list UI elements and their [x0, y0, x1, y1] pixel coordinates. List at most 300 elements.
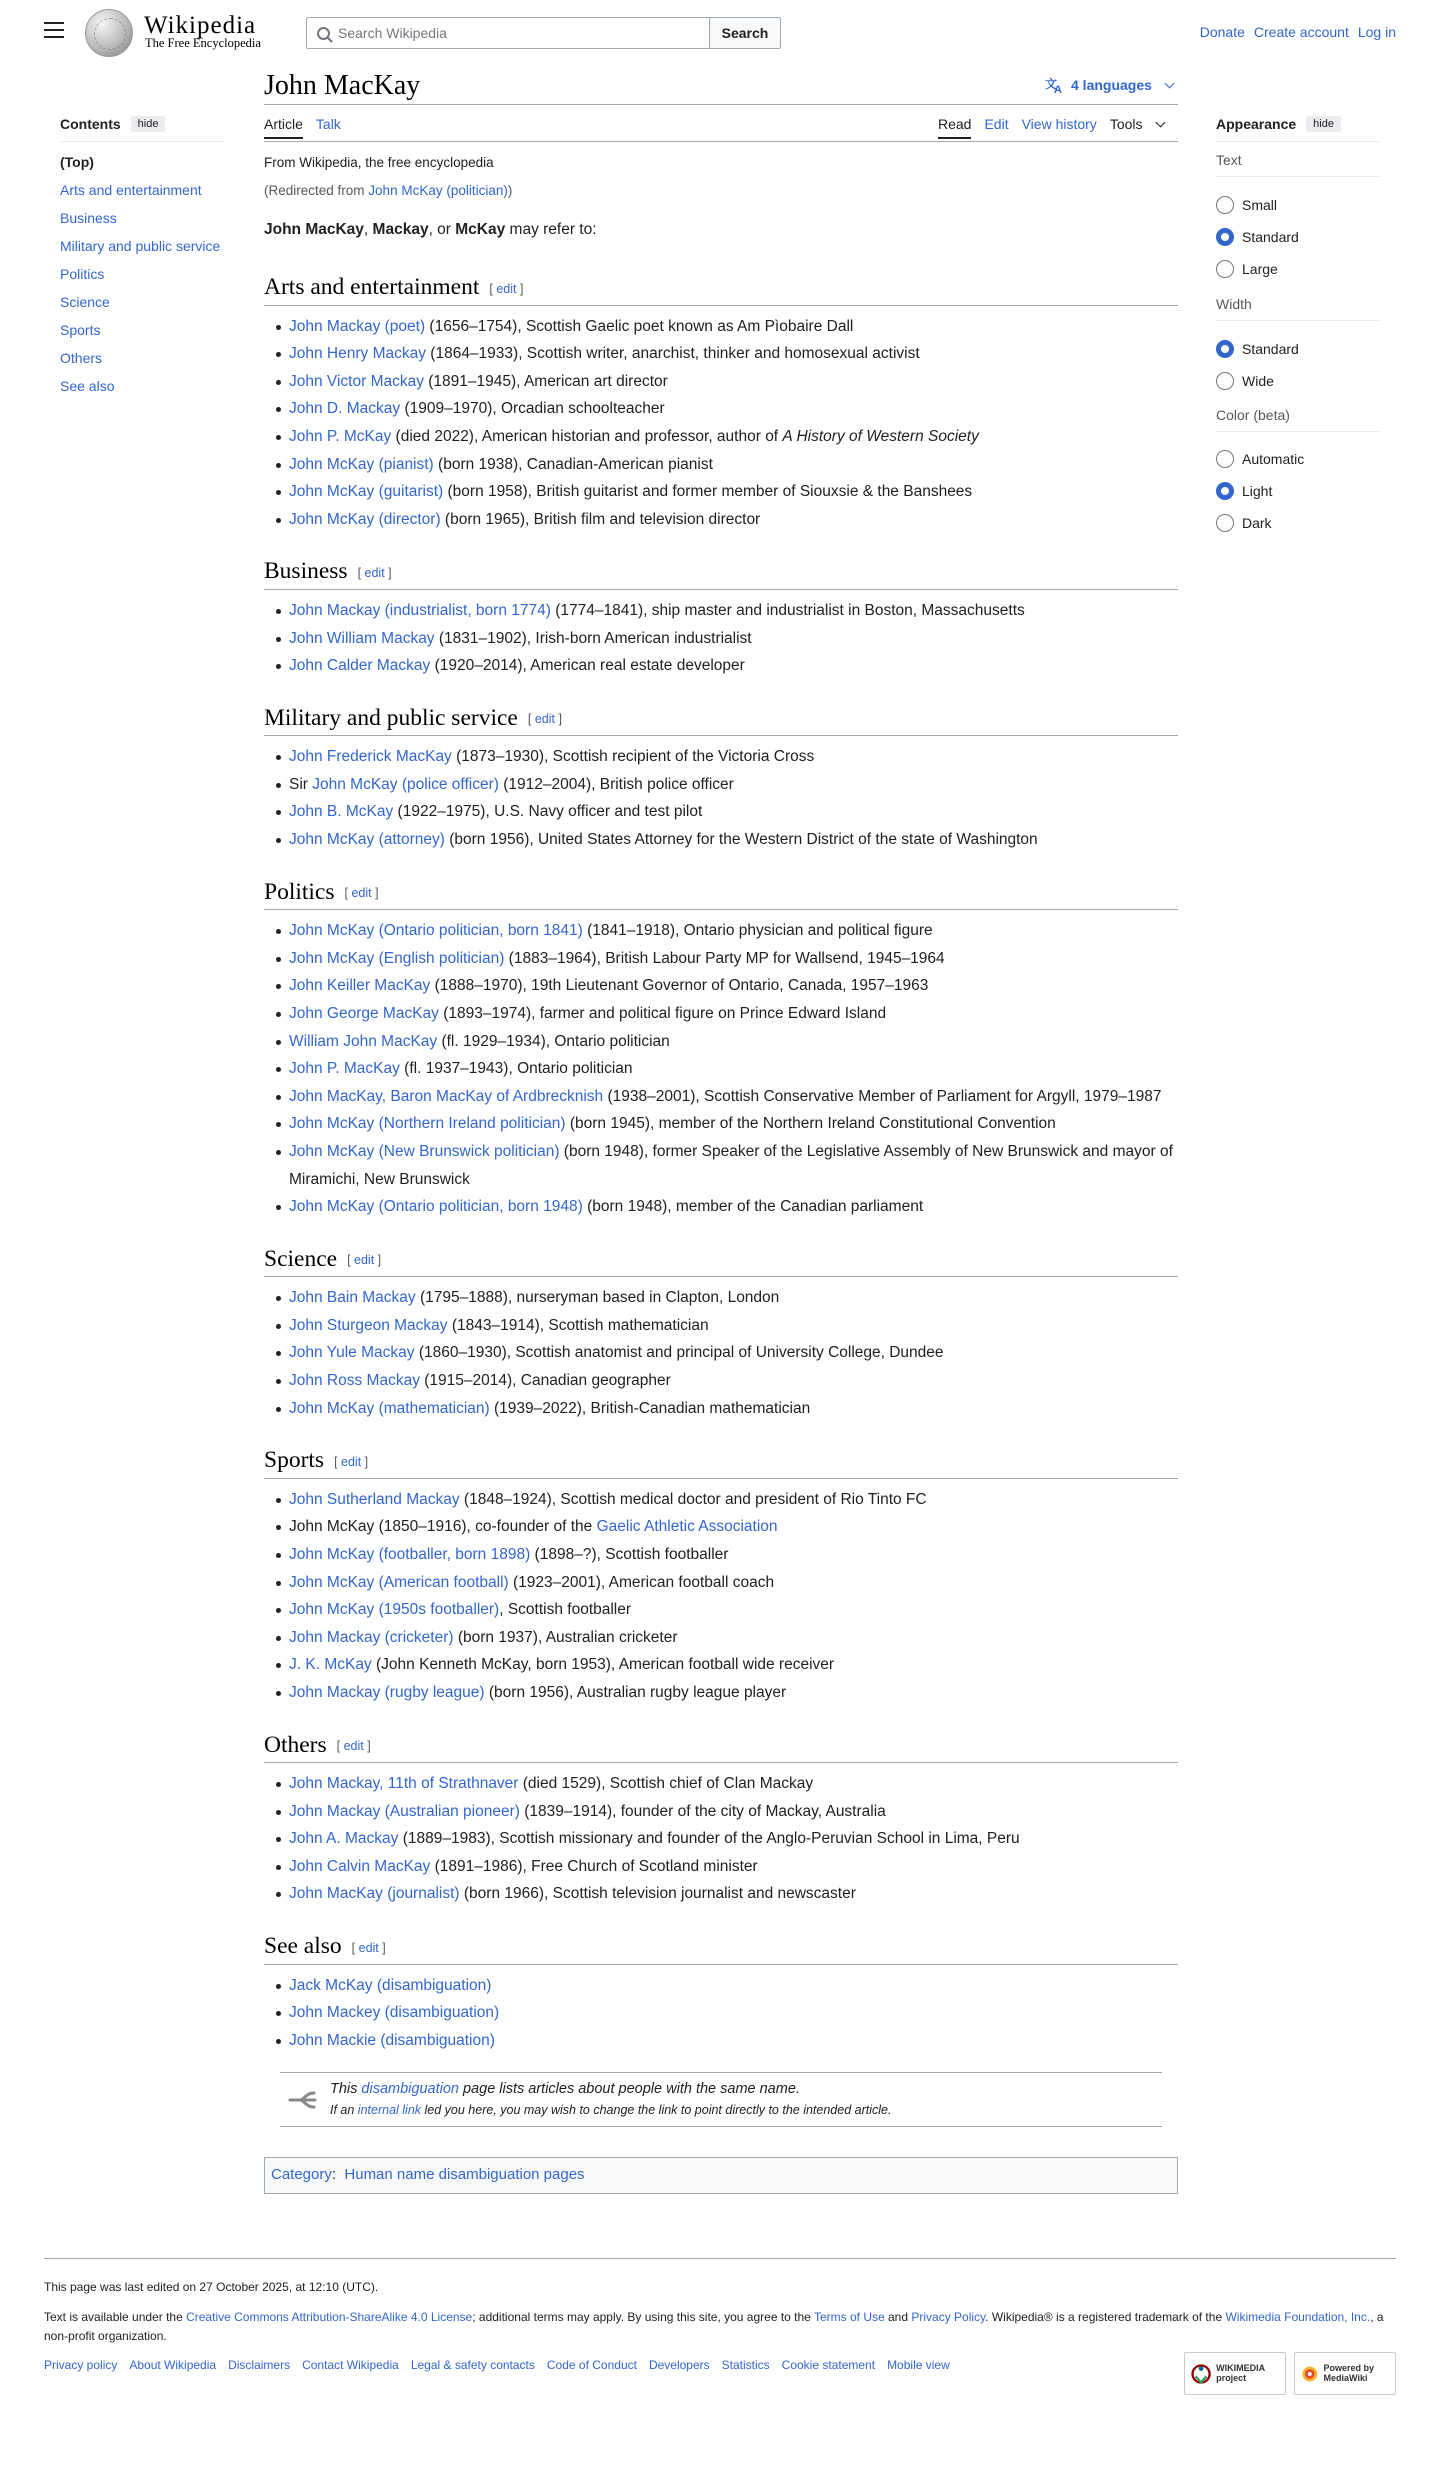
text-run: (1843–1914), Scottish mathematician [447, 1316, 709, 1334]
disambiguation-icon [288, 2089, 318, 2111]
disambiguation-notice [280, 2072, 1162, 2127]
section-title: Business [264, 558, 348, 585]
radio-option-light[interactable] [1216, 475, 1304, 507]
text-run: (fl. 1937–1943), Ontario politician [399, 1060, 633, 1078]
color-options [1216, 443, 1304, 539]
search-field[interactable] [306, 17, 710, 49]
text-run: Sir [289, 775, 313, 793]
search-input[interactable] [338, 25, 678, 41]
radio-label: Wide [1242, 373, 1274, 389]
radio-option-standard[interactable] [1216, 221, 1299, 253]
list-item [289, 743, 1178, 771]
inline-link[interactable]: John McKay (attorney) [289, 831, 445, 849]
section-edit-link: [ edit ] [347, 1253, 382, 1268]
radio-label: Large [1242, 261, 1278, 277]
text-run: led you here, you may wish to change the link to point directly to the intended article. [421, 2103, 892, 2118]
list-item [289, 1999, 1178, 2027]
section-list [264, 743, 1178, 853]
toc-item[interactable] [60, 238, 220, 266]
intro-paragraph [264, 217, 1178, 243]
section-heading [264, 272, 1178, 306]
tools-menu[interactable] [1110, 116, 1164, 132]
list-item [289, 1028, 1178, 1056]
section-list [264, 1284, 1178, 1422]
list-item [289, 1853, 1178, 1881]
inline-link[interactable]: Gaelic Athletic Association [596, 1518, 778, 1536]
inline-link[interactable]: John Henry Mackay [289, 345, 426, 363]
languages-count: 4 languages [1071, 77, 1152, 93]
logo-title[interactable]: Wikipedia [144, 12, 257, 39]
text-run: John McKay (1850–1916), co-founder of the [289, 1518, 597, 1536]
svg-text:A: A [1054, 84, 1062, 94]
radio-label: Standard [1242, 229, 1299, 245]
inline-link[interactable]: William John MacKay [289, 1032, 438, 1050]
text-run: (born 1966), Scottish television journalist and newscaster [459, 1885, 856, 1903]
inline-link[interactable]: John Mackay, 11th of Strathnaver [289, 1775, 519, 1793]
edit-link[interactable]: edit [343, 1739, 364, 1754]
inline-link[interactable]: John McKay (mathematician) [289, 1399, 490, 1417]
radio-option-standard[interactable] [1216, 333, 1299, 365]
list-item [289, 1569, 1178, 1597]
section-title: Science [264, 1245, 338, 1272]
list-item [289, 625, 1178, 653]
list-item [289, 1193, 1178, 1221]
text-run: (1839–1914), founder of the city of Mackay, Australia [519, 1802, 886, 1820]
radio-option-large[interactable] [1216, 253, 1299, 285]
toc-link[interactable]: Science [60, 294, 110, 310]
section-list [264, 313, 1178, 534]
toc-item[interactable] [60, 378, 220, 406]
text-run: (born 1956), Australian rugby league player [484, 1683, 787, 1701]
width-options [1216, 333, 1299, 397]
section-divider [1216, 431, 1380, 432]
text-run: This [330, 2081, 362, 2098]
list-item [289, 597, 1178, 625]
text-run: may refer to: [505, 220, 597, 238]
footer-links [44, 2358, 950, 2372]
tab-read[interactable]: Read [938, 116, 971, 139]
inline-link[interactable]: Wikimedia Foundation, Inc. [1225, 2310, 1371, 2324]
inline-link[interactable]: John McKay (Ontario politician, born 1841) [289, 922, 583, 940]
edit-link[interactable]: edit [351, 886, 372, 901]
inline-link[interactable]: John Mackay (poet) [289, 317, 426, 335]
inline-link[interactable]: Jack McKay (disambiguation) [289, 1976, 492, 1994]
appearance-divider [1216, 141, 1380, 142]
section-divider [1216, 320, 1380, 321]
disambiguation-subtext [330, 2101, 891, 2120]
text-run: (born 1945), member of the Northern Ireland Constitutional Convention [565, 1115, 1056, 1133]
radio-button[interactable] [1216, 514, 1234, 532]
translate-icon [1045, 76, 1065, 94]
search-button[interactable]: Search [709, 17, 781, 49]
list-item [289, 771, 1178, 799]
list-item [289, 972, 1178, 1000]
text-run: (John Kenneth McKay, born 1953), American football wide receiver [371, 1656, 835, 1674]
inline-link[interactable]: John B. McKay [289, 803, 394, 821]
inline-link[interactable]: John MacKay (journalist) [289, 1885, 460, 1903]
footer-link[interactable]: Privacy policy [44, 2358, 118, 2372]
italic-text: A History of Western Society [782, 428, 979, 446]
site-subtitle: From Wikipedia, the free encyclopedia [264, 155, 494, 170]
svg-text:文: 文 [1045, 77, 1058, 91]
toc-list [60, 154, 220, 406]
text-run: (born 1956), United States Attorney for the Western District of the state of Washington [444, 831, 1038, 849]
inline-link[interactable]: John A. Mackay [289, 1830, 399, 1848]
footer-link[interactable]: About Wikipedia [129, 2358, 217, 2372]
text-run: (died 1529), Scottish chief of Clan Mackay [518, 1775, 814, 1793]
page-title: John MacKay [264, 70, 421, 101]
section-list [264, 597, 1178, 680]
inline-link[interactable]: John McKay (Ontario politician, born 1948) [289, 1198, 583, 1216]
disambiguation-text [330, 2079, 891, 2101]
tools-label: Tools [1109, 116, 1143, 132]
radio-label: Small [1242, 197, 1278, 213]
inline-link[interactable]: John McKay (New Brunswick politician) [289, 1142, 560, 1160]
toc-link[interactable]: Others [60, 350, 103, 366]
text-run: (1848–1924), Scottish medical doctor and president of Rio Tinto FC [459, 1490, 927, 1508]
inline-link[interactable]: John P. MacKay [289, 1060, 400, 1078]
main-menu-icon[interactable] [44, 22, 64, 40]
radio-label: Standard [1242, 341, 1299, 357]
text-run: (born 1958), British guitarist and former member of Siouxsie & the Banshees [443, 483, 973, 501]
text-run: (1922–1975), U.S. Navy officer and test pilot [393, 803, 703, 821]
language-button[interactable] [1045, 76, 1173, 94]
create-account-link[interactable]: Create account [1253, 24, 1349, 40]
inline-link[interactable]: John McKay (English politician) [289, 949, 505, 967]
radio-button[interactable] [1216, 372, 1234, 390]
inline-link[interactable]: John McKay (1950s footballer) [289, 1601, 500, 1619]
section-title: Arts and entertainment [264, 274, 480, 301]
text-run: (1774–1841), ship master and industrialist in Boston, Massachusetts [550, 601, 1025, 619]
toc-item[interactable] [60, 182, 220, 210]
section-heading [264, 556, 1178, 590]
section-list [264, 917, 1178, 1221]
toc-link[interactable]: Arts and entertainment [60, 182, 202, 198]
toc-item[interactable] [60, 154, 220, 182]
tabs-divider [264, 141, 1178, 142]
inline-link[interactable]: John Yule Mackay [289, 1344, 415, 1362]
text-run: (1883–1964), British Labour Party MP for Wallsend, 1945–1964 [504, 949, 945, 967]
footer-link[interactable]: Disclaimers [228, 2358, 291, 2372]
toc-link[interactable]: Sports [60, 322, 101, 338]
inline-link[interactable]: Terms of Use [813, 2310, 885, 2324]
appearance-header [1216, 116, 1341, 132]
toc-link[interactable]: Politics [60, 266, 105, 282]
section-edit-link: [ edit ] [336, 1739, 371, 1754]
inline-link[interactable]: John Sturgeon Mackay [289, 1316, 448, 1334]
inline-link[interactable]: John George MacKay [289, 1004, 439, 1022]
inline-link[interactable]: John Mackay (Australian pioneer) [289, 1802, 520, 1820]
list-item [289, 1541, 1178, 1569]
list-item [289, 506, 1178, 534]
list-item [289, 826, 1178, 854]
text-run: (1891–1986), Free Church of Scotland minister [430, 1857, 758, 1875]
list-item [289, 395, 1178, 423]
section-edit-link: [ edit ] [489, 281, 524, 296]
text-run: (1831–1902), Irish-born American industrialist [434, 629, 752, 647]
footer-link[interactable]: Legal & safety contacts [410, 2358, 535, 2372]
tab-talk[interactable]: Talk [315, 116, 341, 132]
list-item [289, 478, 1178, 506]
text-run: , [363, 220, 373, 238]
section-heading [264, 1244, 1178, 1278]
inline-link[interactable]: John McKay (director) [289, 510, 441, 528]
section-list [264, 1770, 1178, 1908]
bold-text: McKay [455, 220, 506, 238]
toc-item[interactable] [60, 266, 220, 294]
bold-text: Mackay [372, 220, 429, 238]
tab-view-history[interactable]: View history [1021, 116, 1097, 132]
edit-link[interactable]: edit [358, 1940, 379, 1955]
radio-option-dark[interactable] [1216, 507, 1304, 539]
inline-link[interactable]: John Ross Mackay [289, 1372, 420, 1390]
text-run: (1891–1945), American art director [423, 372, 668, 390]
chevron-down-icon [1155, 117, 1165, 127]
inline-link[interactable]: John McKay (police officer) [312, 775, 499, 793]
list-item [289, 917, 1178, 945]
list-item [289, 1339, 1178, 1367]
list-item [289, 1880, 1178, 1908]
inline-link[interactable]: John Sutherland Mackay [289, 1490, 460, 1508]
width-label: Width [1216, 296, 1252, 312]
wikimedia-badge[interactable] [1184, 2352, 1286, 2395]
mediawiki-badge-text: Powered by MediaWiki [1323, 2362, 1375, 2383]
text-run: (1864–1933), Scottish writer, anarchist, thinker and homosexual activist [425, 345, 920, 363]
section-title: Politics [264, 878, 335, 905]
list-item [289, 313, 1178, 341]
tab-article[interactable]: Article [264, 116, 303, 139]
footer-link[interactable]: Cookie statement [781, 2358, 876, 2372]
section-list [264, 1486, 1178, 1707]
text-run: . Wikipedia® is a registered trademark of the [985, 2310, 1226, 2324]
text-run: (1873–1930), Scottish recipient of the Victoria Cross [451, 748, 815, 766]
bold-text: John MacKay [264, 220, 364, 238]
edit-link[interactable]: edit [354, 1253, 375, 1268]
category-label-link[interactable]: Category [271, 2165, 332, 2183]
license-text [44, 2308, 1396, 2346]
text-run: (1795–1888), nurseryman based in Clapton, London [415, 1289, 780, 1307]
inline-link[interactable]: John McKay (footballer, born 1898) [289, 1545, 531, 1563]
inline-link[interactable]: John Mackay (cricketer) [289, 1628, 454, 1646]
list-item [289, 1624, 1178, 1652]
text-run: (1909–1970), Orcadian schoolteacher [400, 400, 665, 418]
mediawiki-badge[interactable] [1294, 2352, 1396, 2395]
section-edit-link: [ edit ] [357, 565, 392, 580]
radio-button[interactable] [1216, 228, 1234, 246]
toc-item[interactable] [60, 322, 220, 350]
list-item [289, 1596, 1178, 1624]
appearance-heading: Appearance [1216, 116, 1297, 132]
tab-edit[interactable]: Edit [984, 116, 1009, 132]
text-run: (born 1938), Canadian-American pianist [433, 455, 713, 473]
list-item [289, 1000, 1178, 1028]
radio-button[interactable] [1216, 260, 1234, 278]
toc-link[interactable]: (Top) [60, 154, 94, 170]
appearance-hide-button[interactable]: hide [1306, 116, 1341, 132]
redirect-prefix: (Redirected from [264, 183, 369, 199]
text-run: (1841–1918), Ontario physician and political figure [582, 922, 933, 940]
footer-link[interactable]: Mobile view [887, 2358, 950, 2372]
text-run: (1938–2001), Scottish Conservative Member of Parliament for Argyll, 1979–1987 [603, 1087, 1162, 1105]
inline-link[interactable]: John McKay (pianist) [289, 455, 434, 473]
inline-link[interactable]: John McKay (American football) [289, 1573, 509, 1591]
text-run: (1912–2004), British police officer [498, 775, 734, 793]
section-heading [264, 1445, 1178, 1479]
inline-link[interactable]: internal link [357, 2103, 422, 2118]
list-item [289, 798, 1178, 826]
inline-link[interactable]: John P. McKay [289, 428, 392, 446]
article-body [264, 152, 1178, 2194]
radio-label: Light [1242, 483, 1273, 499]
log-in-link[interactable]: Log in [1357, 24, 1396, 40]
section-heading [264, 703, 1178, 737]
list-item [289, 451, 1178, 479]
section-edit-link: [ edit ] [351, 1940, 386, 1955]
inline-link[interactable]: John Mackie (disambiguation) [289, 2031, 495, 2049]
list-item [289, 1770, 1178, 1798]
list-item [289, 1367, 1178, 1395]
text-run: (1889–1983), Scottish missionary and founder of the Anglo-Peruvian School in Lima, Peru [398, 1830, 1020, 1848]
list-item [289, 2027, 1178, 2055]
list-item [289, 1083, 1178, 1111]
list-item [289, 1825, 1178, 1853]
toc-header [60, 116, 165, 132]
text-run: If an [330, 2103, 358, 2118]
inline-link[interactable]: John D. Mackay [289, 400, 401, 418]
toc-link[interactable]: Business [60, 210, 117, 226]
radio-button[interactable] [1216, 450, 1234, 468]
radio-label: Automatic [1242, 451, 1305, 467]
list-item [289, 1284, 1178, 1312]
radio-option-wide[interactable] [1216, 365, 1299, 397]
section-title: See also [264, 1933, 342, 1960]
text-run: Text is available under the [44, 2310, 187, 2324]
radio-button[interactable] [1216, 340, 1234, 358]
radio-button[interactable] [1216, 196, 1234, 214]
section-heading [264, 877, 1178, 911]
chevron-down-icon [1164, 78, 1174, 88]
text-run: (1920–2014), American real estate developer [430, 657, 745, 675]
redirect-link[interactable]: John McKay (politician) [368, 183, 508, 199]
text-size-options [1216, 189, 1299, 285]
text-run: , a non-profit organization. [44, 2310, 1384, 2344]
inline-link[interactable]: John Mackey (disambiguation) [289, 2004, 500, 2022]
list-item [289, 945, 1178, 973]
text-run: (1915–2014), Canadian geographer [419, 1372, 671, 1390]
list-item [289, 423, 1178, 451]
inline-link[interactable]: disambiguation [361, 2081, 459, 2098]
radio-button[interactable] [1216, 482, 1234, 500]
inline-link[interactable]: John Calvin MacKay [289, 1857, 431, 1875]
category-link[interactable]: Human name disambiguation pages [344, 2165, 585, 2183]
inline-link[interactable]: John Calder Mackay [289, 657, 431, 675]
footer-link[interactable]: Statistics [721, 2358, 770, 2372]
mediawiki-logo-icon [1301, 2361, 1319, 2387]
list-item [289, 1798, 1178, 1826]
color-label: Color (beta) [1216, 407, 1290, 423]
toc-item[interactable] [60, 210, 220, 238]
toc-item[interactable] [60, 350, 220, 378]
edit-link[interactable]: edit [534, 712, 555, 727]
section-title: Others [264, 1731, 327, 1758]
inline-link[interactable]: Privacy Policy [911, 2310, 986, 2324]
text-run: (1939–2022), British-Canadian mathematician [489, 1399, 811, 1417]
text-run: (died 2022), American historian and professor, author of [391, 428, 783, 446]
inline-link[interactable]: Creative Commons Attribution-ShareAlike 4.0 License [186, 2310, 473, 2324]
text-size-label: Text [1216, 152, 1242, 168]
radio-label: Dark [1242, 515, 1272, 531]
inline-link[interactable]: John Mackay (industrialist, born 1774) [289, 601, 551, 619]
section-divider [1216, 176, 1380, 177]
toc-hide-button[interactable]: hide [131, 116, 166, 132]
text-run: , or [428, 220, 456, 238]
text-run: page lists articles about people with the same name. [458, 2081, 800, 2098]
toc-link[interactable]: Military and public service [60, 238, 221, 254]
last-edited: This page was last edited on 27 October 2025, at 12:10 (UTC). [44, 2280, 379, 2294]
text-run: (1893–1974), farmer and political figure on Prince Edward Island [438, 1004, 887, 1022]
section-edit-link: [ edit ] [344, 886, 379, 901]
inline-link[interactable]: J. K. McKay [289, 1656, 372, 1674]
title-divider [264, 104, 1178, 105]
toc-link[interactable]: See also [60, 378, 115, 394]
inline-link[interactable]: John Mackay (rugby league) [289, 1683, 485, 1701]
donate-link[interactable]: Donate [1199, 24, 1245, 40]
footer-link[interactable]: Developers [648, 2358, 710, 2372]
toc-item[interactable] [60, 294, 220, 322]
inline-link[interactable]: John McKay (Northern Ireland politician) [289, 1115, 566, 1133]
edit-link[interactable]: edit [364, 565, 385, 580]
wikimedia-badge-text: WIKIMEDIA project [1216, 2362, 1265, 2383]
footer-link[interactable]: Contact Wikipedia [302, 2358, 399, 2372]
edit-link[interactable]: edit [496, 281, 517, 296]
category-box: Category: Human name disambiguation pages [264, 2157, 1178, 2194]
edit-link[interactable]: edit [341, 1454, 362, 1469]
section-heading [264, 1730, 1178, 1764]
inline-link[interactable]: John Victor Mackay [289, 372, 424, 390]
footer-divider [44, 2258, 1396, 2259]
inline-link[interactable]: John MacKay, Baron MacKay of Ardbrecknish [289, 1087, 604, 1105]
footer-link[interactable]: Code of Conduct [546, 2358, 637, 2372]
inline-link[interactable]: John Frederick MacKay [289, 748, 452, 766]
redirect-notice [264, 180, 1178, 202]
text-run: (1888–1970), 19th Lieutenant Governor of Ontario, Canada, 1957–1963 [430, 977, 929, 995]
radio-option-small[interactable] [1216, 189, 1299, 221]
text-run: (born 1948), former Speaker of the Legislative Assembly of New Brunswick and mayor of Miramichi, New Brunswick [289, 1142, 1173, 1188]
toc-divider [60, 141, 224, 142]
wikimedia-logo-icon [1191, 2361, 1211, 2387]
radio-option-automatic[interactable] [1216, 443, 1304, 475]
namespace-tabs [264, 116, 341, 139]
list-item [289, 1486, 1178, 1514]
list-item [289, 1513, 1178, 1541]
list-item [289, 340, 1178, 368]
inline-link[interactable]: John Bain Mackay [289, 1289, 416, 1307]
list-item [289, 1138, 1178, 1193]
list-item [289, 1651, 1178, 1679]
search-icon [317, 27, 330, 40]
text-run: (1656–1754), Scottish Gaelic poet known as Am Pìobaire Dall [425, 317, 854, 335]
inline-link[interactable]: John McKay (guitarist) [289, 483, 444, 501]
text-run: and [884, 2310, 912, 2324]
section-edit-link: [ edit ] [334, 1454, 369, 1469]
wikipedia-globe-logo[interactable] [85, 9, 133, 57]
inline-link[interactable]: John Keiller MacKay [289, 977, 431, 995]
inline-link[interactable]: John William Mackay [289, 629, 435, 647]
text-run: (born 1965), British film and television director [440, 510, 761, 528]
logo-tagline: The Free Encyclopedia [145, 36, 261, 50]
list-item [289, 1972, 1178, 2000]
text-run: (1860–1930), Scottish anatomist and principal of University College, Dundee [414, 1344, 944, 1362]
